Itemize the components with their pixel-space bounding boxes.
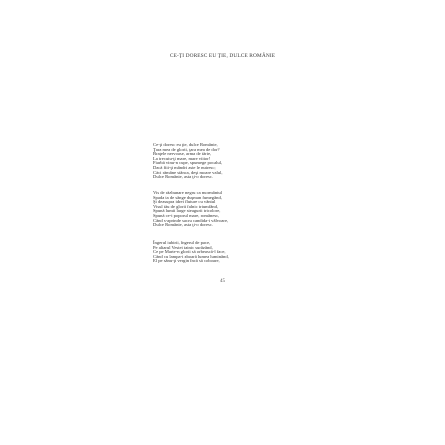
- verse-line: Braţele nervoase, arma de tărie,: [153, 151, 212, 157]
- verse-line: Pe altarul Vestei tainic surâzând,: [153, 244, 213, 250]
- verse-line: La trecutu-ţi mare, mare viitor!: [153, 155, 211, 161]
- verse-line: Şi deasupra idrei fluture cu vântul: [153, 199, 216, 205]
- verse-line: Ţara mea de glorii, ţara mea de dor?: [153, 146, 220, 152]
- verse-line: Dulce Românie, asta ţi-o doresc.: [153, 222, 213, 228]
- stanza-3: [153, 241, 333, 264]
- verse-line: Spună ce-i poporul mare, românesc,: [153, 212, 220, 218]
- verse-line: Căci rămâne stânca, deşi moare valul,: [153, 169, 223, 175]
- verse-line: Îngerul iubirii, îngerul de pace,: [153, 240, 211, 245]
- stanza-2: [153, 191, 333, 228]
- verse-line: Când cu lampa-i zboară lumea luminând,: [153, 253, 229, 259]
- verse-line: Spada ta de sânge duşman fumegând,: [153, 194, 222, 200]
- verse-line: Visul tău de glorii falnic triumfând,: [153, 203, 219, 209]
- verse-line: Spună lumii large steagurii tricolore,: [153, 208, 221, 214]
- verse-line: El pe sânu-ţi vergin încă să coboare,: [153, 258, 220, 264]
- poem-title: CE-ŢI DORESC EU ŢIE, DULCE ROMÂNIE: [169, 53, 276, 59]
- verse-line: Când s-aprinde sacru candida-i vâlvoare,: [153, 217, 229, 223]
- verse-line: Dacă fiii-ţi mândri aste le nutresc;: [153, 164, 216, 170]
- verse-line: Ce pe Marte-n glorii să orbească-l face,: [153, 249, 226, 255]
- page-number: 45: [220, 279, 225, 284]
- stanza-1: [153, 143, 333, 180]
- verse-line: Dulce Românie, asta ţi-o doresc.: [153, 174, 213, 180]
- verse-line: Ce-ţi doresc eu ţie, dulce Românie,: [153, 142, 218, 147]
- verse-line: Vis de răzbunare negru ca mormântul: [153, 190, 222, 195]
- verse-line: Fiarbă vinu-n cupe, spumege pocalul,: [153, 160, 223, 166]
